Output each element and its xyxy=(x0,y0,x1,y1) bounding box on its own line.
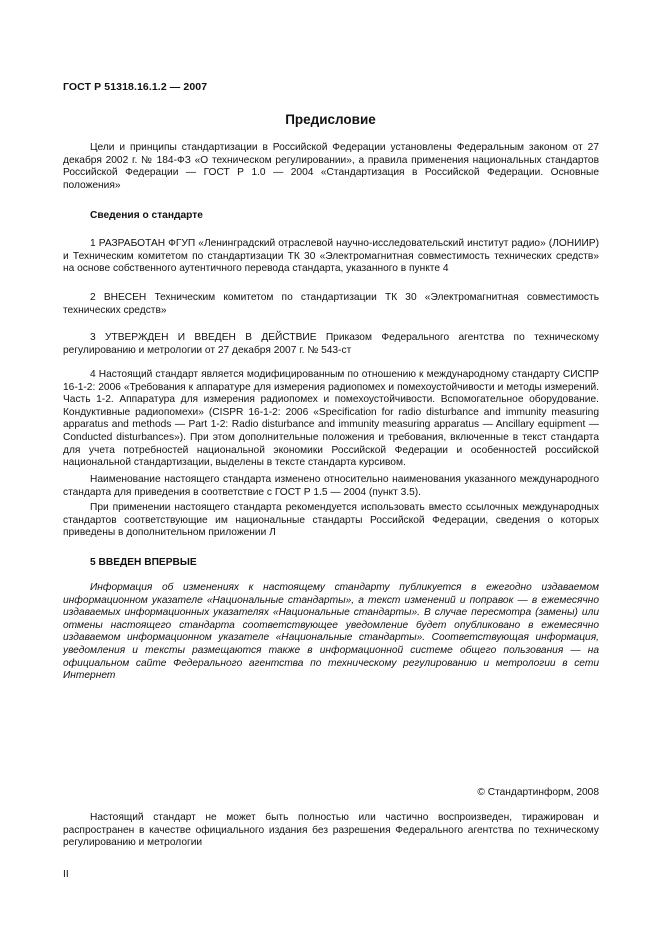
copyright: © Стандартинформ, 2008 xyxy=(477,787,599,798)
intro-paragraph: Цели и принципы стандартизации в Российской Федерации установлены Федеральным законом от 27 декабря 2002 г. № 184-ФЗ «О техническом регулировании», а правила применения национальных стандартов Российской Федерации — ГОСТ Р 1.0 — 2004 «Стандартизация в Российской Федерации. Основные положения» xyxy=(63,142,599,191)
item-4-name-paragraph: Наименование настоящего стандарта изменено относительно наименования указанного международного стандарта для приведения в соответствие с ГОСТ Р 1.5 — 2004 (пункт 3.5). xyxy=(63,474,599,498)
item-1-paragraph: 1 РАЗРАБОТАН ФГУП «Ленинградский отраслевой научно-исследовательский институт радио» (ЛОНИИР) и Техническим комитетом по стандартизации ТК 30 «Электромагнитная совместимость технических средств» на основе собственного аутентичного перевода стандарта, указанного в пункте 4 xyxy=(63,238,599,275)
item-5-heading: 5 ВВЕДЕН ВПЕРВЫЕ xyxy=(90,557,197,568)
changes-notice-paragraph: Информация об изменениях к настоящему стандарту публикуется в ежегодно издаваемом информационном указателе «Национальные стандарты», а текст изменений и поправок — в ежемесячно издаваемых информационных указателях «Национальные стандарты». В случае пересмотра (замены) или отмены настоящего стандарта соответствующее уведомление будет опубликовано в ежемесячно издаваемом информационном указателе «Национальные стандарты». Соответствующая информация, уведомления и тексты размещаются также в информационной системе общего пользования — на официальном сайте Федерального агентства по техническому регулированию и метрологии в сети Интернет xyxy=(63,582,599,682)
item-4-references-paragraph: При применении настоящего стандарта рекомендуется использовать вместо ссылочных международных стандартов соответствующие им национальные стандарты Российской Федерации, сведения о которых приведены в дополнительном приложении Л xyxy=(63,502,599,539)
standard-code: ГОСТ Р 51318.16.1.2 — 2007 xyxy=(63,81,208,93)
info-heading: Сведения о стандарте xyxy=(90,210,203,221)
item-4-paragraph: 4 Настоящий стандарт является модифицированным по отношению к международному стандарту СИСПР 16-1-2: 2006 «Требования к аппаратуре для измерения радиопомех и помехоустойчивости и методы измерений. Часть 1-2. Аппаратура для измерения радиопомех и помехоустойчивости. Вспомогательное оборудование. Кондуктивные радиопомехи» (CISPR 16-1-2: 2006 «Specification for radio disturbance and immunity measuring apparatus and methods — Part 1-2: Radio disturbance and immunity measuring apparatus — Ancillary equipment — Conducted disturbances»). При этом дополнительные положения и требования, включенные в текст стандарта для учета потребностей национальной экономики Российской Федерации и особенностей российской национальной стандартизации, выделены в тексте стандарта курсивом. xyxy=(63,369,599,469)
page-number: II xyxy=(63,869,69,880)
item-2-paragraph: 2 ВНЕСЕН Техническим комитетом по стандартизации ТК 30 «Электромагнитная совместимость технических средств» xyxy=(63,292,599,316)
reproduction-notice-paragraph: Настоящий стандарт не может быть полностью или частично воспроизведен, тиражирован и распространен в качестве официального издания без разрешения Федерального агентства по техническому регулированию и метрологии xyxy=(63,812,599,849)
page-title: Предисловие xyxy=(285,112,376,127)
item-3-paragraph: 3 УТВЕРЖДЕН И ВВЕДЕН В ДЕЙСТВИЕ Приказом Федерального агентства по техническому регулированию и метрологии от 27 декабря 2007 г. № 543-ст xyxy=(63,332,599,356)
